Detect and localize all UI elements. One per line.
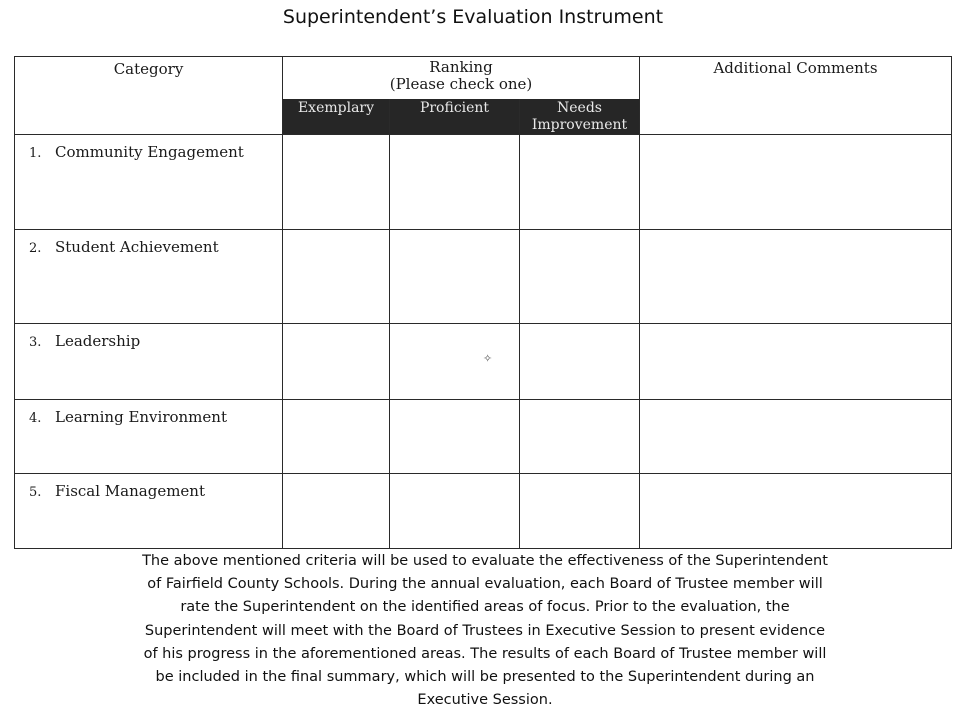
ranking-label: Ranking	[429, 58, 493, 76]
category-label: Student Achievement	[55, 238, 219, 256]
document-title: Superintendent’s Evaluation Instrument	[282, 6, 664, 28]
comments-cell[interactable]	[640, 474, 952, 549]
proficient-checkbox-cell[interactable]	[390, 400, 520, 474]
needs-improvement-checkbox-cell[interactable]	[520, 135, 640, 230]
paragraph-line: Superintendent will meet with the Board of Trustees in Executive Session to present evidence	[144, 622, 826, 639]
ranking-note: (Please check one)	[389, 75, 533, 93]
proficient-checkbox-cell[interactable]	[390, 324, 520, 400]
row-number: 4.	[29, 411, 42, 426]
paragraph-line: The above mentioned criteria will be used to evaluate the effectiveness of the Superintendent	[142, 553, 828, 569]
paragraph-line: be included in the final summary, which will be presented to the Superintendent during an	[155, 669, 815, 686]
category-label: Community Engagement	[55, 143, 244, 161]
proficient-checkbox-cell[interactable]	[390, 230, 520, 324]
table-row	[15, 474, 952, 549]
paragraph-line: Executive Session.	[417, 692, 553, 709]
comments-cell[interactable]	[640, 135, 952, 230]
paragraph-line: of Fairfield County Schools. During the annual evaluation, each Board of Trustee member will	[147, 576, 823, 593]
category-label: Fiscal Management	[55, 482, 205, 500]
row-number: 1.	[29, 146, 42, 161]
exemplary-checkbox-cell[interactable]	[283, 324, 390, 400]
cursor-icon: ✧	[483, 352, 493, 365]
exemplary-checkbox-cell[interactable]	[283, 474, 390, 549]
category-cell	[15, 474, 283, 549]
paragraph-line: of his progress in the aforementioned areas. The results of each Board of Trustee member will	[143, 645, 827, 662]
comments-cell[interactable]	[640, 400, 952, 474]
row-number: 2.	[29, 241, 42, 256]
exemplary-checkbox-cell[interactable]	[283, 135, 390, 230]
category-cell	[15, 324, 283, 400]
needs-improvement-checkbox-cell[interactable]	[520, 230, 640, 324]
proficient-header: Proficient	[390, 99, 520, 135]
exemplary-checkbox-cell[interactable]	[283, 230, 390, 324]
needs-improvement-checkbox-cell[interactable]	[520, 474, 640, 549]
category-header: Category	[15, 57, 283, 135]
paragraph-line: rate the Superintendent on the identified areas of focus. Prior to the evaluation, the	[180, 599, 790, 616]
comments-cell[interactable]	[640, 324, 952, 400]
category-cell	[15, 135, 283, 230]
category-label: Leadership	[55, 332, 141, 350]
proficient-checkbox-cell[interactable]	[390, 474, 520, 549]
row-number: 3.	[29, 335, 42, 350]
ranking-header	[283, 57, 640, 99]
evaluation-table	[14, 56, 952, 549]
exemplary-header: Exemplary	[283, 99, 390, 135]
category-cell	[15, 230, 283, 324]
needs-improvement-checkbox-cell[interactable]	[520, 324, 640, 400]
table-row	[15, 400, 952, 474]
needs-improvement-header: Needs Improvement	[520, 99, 640, 135]
description-paragraph	[60, 550, 910, 712]
row-number: 5.	[29, 485, 42, 500]
comments-header: Additional Comments	[640, 57, 952, 135]
category-cell	[15, 400, 283, 474]
exemplary-checkbox-cell[interactable]	[283, 400, 390, 474]
proficient-checkbox-cell[interactable]	[390, 135, 520, 230]
table-row	[15, 230, 952, 324]
needs-improvement-checkbox-cell[interactable]	[520, 400, 640, 474]
category-label: Learning Environment	[55, 408, 227, 426]
table-row	[15, 135, 952, 230]
comments-cell[interactable]	[640, 230, 952, 324]
